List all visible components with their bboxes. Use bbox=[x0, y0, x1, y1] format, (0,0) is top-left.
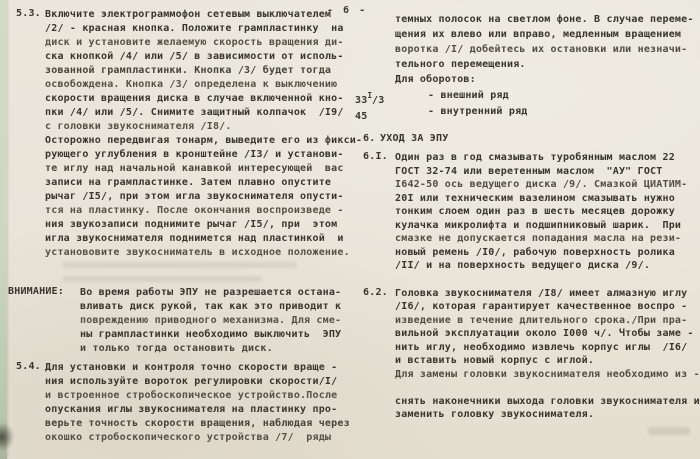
text-line: рычаг /I5/, при этом игла звукоснимателя опусти- bbox=[45, 191, 344, 202]
text-line: новый ремень /I0/, рабочую поверхность ролика bbox=[395, 246, 675, 258]
rotation-rows bbox=[355, 88, 700, 120]
text-line: с головки звукоснимателя /I8/. bbox=[45, 121, 232, 132]
section-6-1 bbox=[355, 151, 700, 273]
text-line: заменить головку звукоснимателя. bbox=[395, 409, 595, 420]
text-line: Для оборотов: bbox=[395, 74, 476, 85]
text-line: Осторожно передвигая тонарм, выведите его из фикси- bbox=[45, 135, 363, 146]
text-line: и только тогда остановить диск. bbox=[80, 343, 273, 354]
text-line: /2/ - красная кнопка. Положите грампластинку на bbox=[45, 23, 344, 34]
section-title: УХОД ЗА ЭПУ bbox=[380, 133, 449, 144]
text-line: воротка /I/ добейтесь их остановки или незначи- bbox=[395, 44, 688, 55]
text-line: смазке не допускается попадания масла на рези- bbox=[395, 233, 682, 244]
section-6-2 bbox=[355, 287, 700, 422]
text-line: тонким слоем один раз в шесть месяцев дорожку bbox=[395, 206, 675, 217]
section-5-4 bbox=[8, 361, 350, 445]
text-line: окошко стробоскопического устройства /7/ ряды bbox=[45, 432, 332, 443]
text-line: записи на грампластинке. Затем плавно опустите bbox=[45, 177, 332, 188]
text-line: ны грампластинки необходимо выключить ЭПУ bbox=[80, 329, 342, 340]
attention-note bbox=[8, 286, 350, 356]
text-line: Головка звукоснимателя /I8/ имеет алмазную иглу bbox=[395, 287, 688, 299]
text-line: зованной грампластинки. Кнопка /3/ будет тогда bbox=[45, 65, 332, 76]
text-line: щения их влево или вправо, медленным вращением bbox=[395, 29, 682, 40]
section-body bbox=[45, 361, 350, 445]
text-line: и вставить новый корпус с иглой. bbox=[395, 355, 595, 366]
section-number-label: 5.3. bbox=[16, 8, 41, 19]
text-line: I642-50 ось ведущего диска /9/. Смазкой ЦИАТИМ- bbox=[395, 179, 688, 190]
text-line: ния звукозаписи поднимите рычаг /I5/, при этом bbox=[45, 219, 338, 230]
right-column bbox=[355, 0, 700, 422]
text-line: рующего углубления в кронштейне /I3/ и установи- bbox=[45, 149, 344, 160]
text-line: тельного перемещения. bbox=[395, 59, 526, 70]
page-number: - 6 - bbox=[327, 5, 368, 16]
text-line: кулачка микролифта и подшипниковый шарик. При bbox=[395, 219, 682, 231]
attention-label: ВНИМАНИЕ: bbox=[8, 286, 64, 297]
text-line: верьте точность скорости вращения, наблюдая через bbox=[45, 418, 350, 429]
text-line: изведение в течение длительного срока./При пра- bbox=[395, 314, 688, 326]
section-number-label: 6.2. bbox=[363, 286, 388, 298]
section-body bbox=[395, 151, 700, 273]
speed-value: $33^I/3$ bbox=[355, 91, 385, 106]
superscript-one: I bbox=[367, 91, 372, 100]
text-line: установовите звукосниматель в исходное положение. bbox=[45, 247, 350, 258]
text-line: Для установки и контроля точно скорости враще - bbox=[45, 362, 338, 373]
text-line: освобождена. Кнопка /3/ определена к выключению bbox=[45, 79, 338, 90]
speed-description: - внутренний ряд bbox=[428, 106, 528, 117]
section-body bbox=[395, 287, 700, 422]
text-line: 20I или техническим вазелином смазывать нужно bbox=[395, 192, 675, 204]
section-6-heading bbox=[355, 132, 700, 146]
text-line: те иглу над начальной канавкой интересующей вас bbox=[45, 163, 344, 174]
text-line: Для замены головки звукоснимателя необходимо из - bbox=[395, 368, 700, 380]
text-line: /II/ и на поверхность ведущего диска /9/. bbox=[395, 260, 651, 271]
section-number-label: 6.I. bbox=[363, 151, 388, 162]
section-body bbox=[395, 12, 700, 87]
text-line: и встроенное стробоскопическое устройство.После bbox=[45, 390, 338, 401]
intro-continuation bbox=[355, 12, 700, 87]
attention-body bbox=[80, 286, 350, 356]
text-line: нить иглу, необходимо извлечь корпус иглы /I6/ bbox=[395, 341, 688, 353]
text-line: игла звукоснимателя поднимется над пластинкой и bbox=[45, 233, 344, 244]
text-line: вливать диск рукой, так как это приводит к bbox=[80, 301, 342, 312]
scan-edge-strip bbox=[0, 0, 7, 459]
text-line: пки /4/ или /5/. Снимите защитный колпачок /I9/ bbox=[45, 107, 344, 118]
ink-bleed-ghost bbox=[648, 427, 690, 435]
text-line: Во время работы ЭПУ не разрешается остана- bbox=[80, 287, 342, 298]
text-line: Один раз в год смазывать туробянным маслом 22 bbox=[395, 152, 675, 163]
section-number-label: 6. bbox=[363, 133, 376, 144]
text-line: /I6/, которая гарантирует качественное воспро - bbox=[395, 301, 688, 312]
rotation-row-33 bbox=[355, 88, 700, 104]
text-line: тся на пластинку. После окончания воспроизведе - bbox=[45, 205, 344, 216]
rotation-row-45 bbox=[355, 104, 700, 120]
text-line: ска кнопкой /4/ или /5/ в зависимости от исполь- bbox=[45, 51, 344, 62]
section-number-label: 5.4. bbox=[16, 361, 41, 372]
text-line: Включите электрограммофон сетевым выключателем bbox=[45, 9, 332, 20]
text-line: вильной эксплуатации около I000 ч/. Чтобы заме - bbox=[395, 328, 694, 339]
text-line: скорости вращения диска в случае включенной кно- bbox=[45, 93, 344, 104]
text-line: снять наконечники выхода головки звукоснимателя и bbox=[395, 395, 700, 407]
text-line: ния используйте вороток регулировки скорости/I/ bbox=[45, 376, 338, 387]
text-line: темных полосок на светлом фоне. В случае переме- bbox=[395, 14, 694, 25]
text-line: диск и установите желаемую скорость вращения ди- bbox=[45, 37, 344, 48]
speed-value: 45 bbox=[355, 111, 368, 122]
text-line: повреждению приводного механизма. Для сме- bbox=[80, 315, 342, 326]
text-line bbox=[395, 381, 700, 395]
text-line: ГОСТ 32-74 или веретенным маслом "АУ" ГОСТ bbox=[395, 165, 663, 177]
text-line: опускания иглы звукоснимателя на пластинку про- bbox=[45, 404, 338, 415]
speed-description: - внешний ряд bbox=[428, 90, 509, 101]
